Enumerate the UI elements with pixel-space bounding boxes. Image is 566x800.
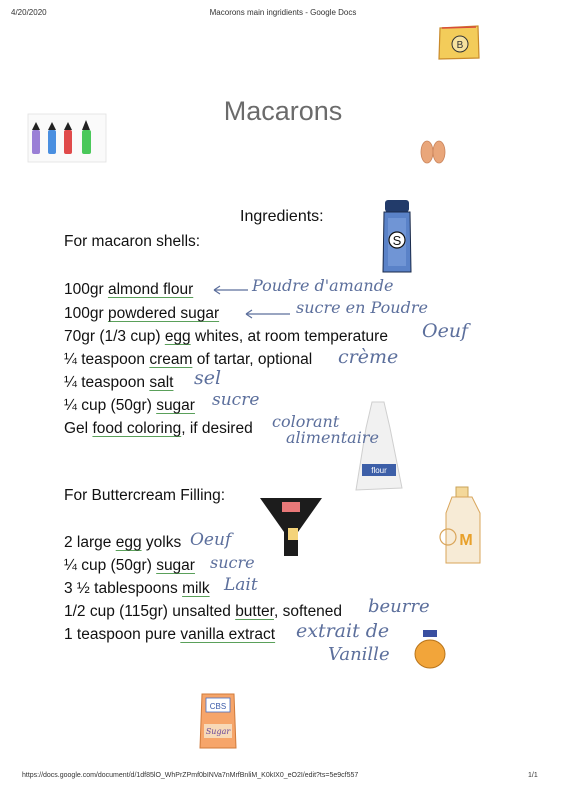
note-lait: Lait: [224, 575, 258, 595]
ingredient-line: 1/2 cup (115gr) unsalted butter, softened: [64, 603, 343, 620]
salt-shaker-drawing: [380, 198, 414, 276]
arrow-icon: [210, 284, 250, 296]
ingredient-keyword: egg: [164, 328, 191, 345]
ingredient-keyword: food coloring: [92, 420, 182, 437]
arrow-icon: [242, 308, 292, 320]
ingredient-keyword: egg: [115, 534, 142, 551]
print-page-number: 1/1: [528, 772, 538, 779]
ingredient-keyword: vanilla extract: [180, 626, 276, 643]
note-poudre-amande: Poudre d'amande: [252, 276, 394, 295]
ingredient-line: 100gr powdered sugar: [64, 305, 220, 322]
ingredient-line: 70gr (1/3 cup) egg whites, at room temperature: [64, 328, 388, 345]
ingredient-keyword: powdered sugar: [107, 305, 220, 322]
note-vanille: Vanille: [328, 644, 390, 665]
print-title: Macorons main ingridients - Google Docs: [209, 8, 357, 17]
flour-label: flour: [371, 466, 387, 475]
ingredient-keyword: salt: [149, 374, 174, 391]
ingredients-heading: Ingredients:: [240, 208, 324, 225]
note-sucre-2: sucre: [210, 553, 255, 572]
note-sucre-poudre: sucre en Poudre: [296, 298, 428, 317]
document-title: Macarons: [223, 96, 343, 126]
note-sucre-1: sucre: [212, 390, 260, 410]
note-sel: sel: [194, 367, 222, 389]
milk-bottle-drawing: [438, 485, 486, 567]
flour-bag-drawing: [350, 398, 408, 496]
milk-label: M: [459, 532, 473, 549]
ingredient-line: ¼ cup (50gr) sugar: [64, 557, 195, 574]
ingredient-line: ¼ teaspoon salt: [64, 374, 174, 391]
bag-label: B: [456, 40, 464, 51]
filling-heading: For Buttercream Filling:: [64, 487, 226, 504]
sugar-label: Sugar: [205, 727, 231, 736]
print-date: 4/20/2020: [11, 8, 47, 17]
print-url: https://docs.google.com/document/d/1df85lO_WhPrZPmf0bINVa7nMrfBnliM_K0kIX0_eO2I/edit?ts=5e9cf557: [22, 772, 359, 779]
note-extrait: extrait de: [296, 620, 390, 642]
ingredient-keyword: almond flour: [107, 281, 194, 298]
note-oeuf-1: Oeuf: [422, 320, 469, 342]
ingredient-line: 100gr almond flour: [64, 281, 194, 298]
ingredient-keyword: sugar: [156, 397, 195, 414]
ingredient-keyword: sugar: [156, 557, 195, 574]
sugar-bag-drawing: [196, 690, 240, 752]
note-beurre: beurre: [368, 596, 430, 617]
salt-label: S: [392, 233, 402, 248]
ingredient-line: Gel food coloring, if desired: [64, 420, 253, 437]
paper-bag-drawing: [436, 22, 482, 62]
note-alimentaire: alimentaire: [286, 428, 379, 447]
butter-funnel-drawing: [258, 492, 324, 558]
ingredient-keyword: butter: [235, 603, 274, 620]
ingredient-line: ¼ cup (50gr) sugar: [64, 397, 195, 414]
ingredient-keyword: milk: [182, 580, 210, 597]
ingredient-line: ¼ teaspoon cream of tartar, optional: [64, 351, 313, 368]
ingredient-line: 3 ½ tablespoons milk: [64, 580, 210, 597]
sugar-top-label: CBS: [209, 702, 227, 711]
ingredient-line: 1 teaspoon pure vanilla extract: [64, 626, 276, 643]
note-creme: crème: [338, 346, 399, 368]
ingredient-keyword: cream: [149, 351, 193, 368]
shells-heading: For macaron shells:: [64, 233, 201, 250]
note-oeuf-2: Oeuf: [190, 530, 232, 550]
ingredient-line: 2 large egg yolks: [64, 534, 182, 551]
almonds-drawing: [417, 138, 449, 166]
vanilla-jar-drawing: [412, 628, 448, 670]
note-colorant: colorant: [272, 412, 340, 431]
